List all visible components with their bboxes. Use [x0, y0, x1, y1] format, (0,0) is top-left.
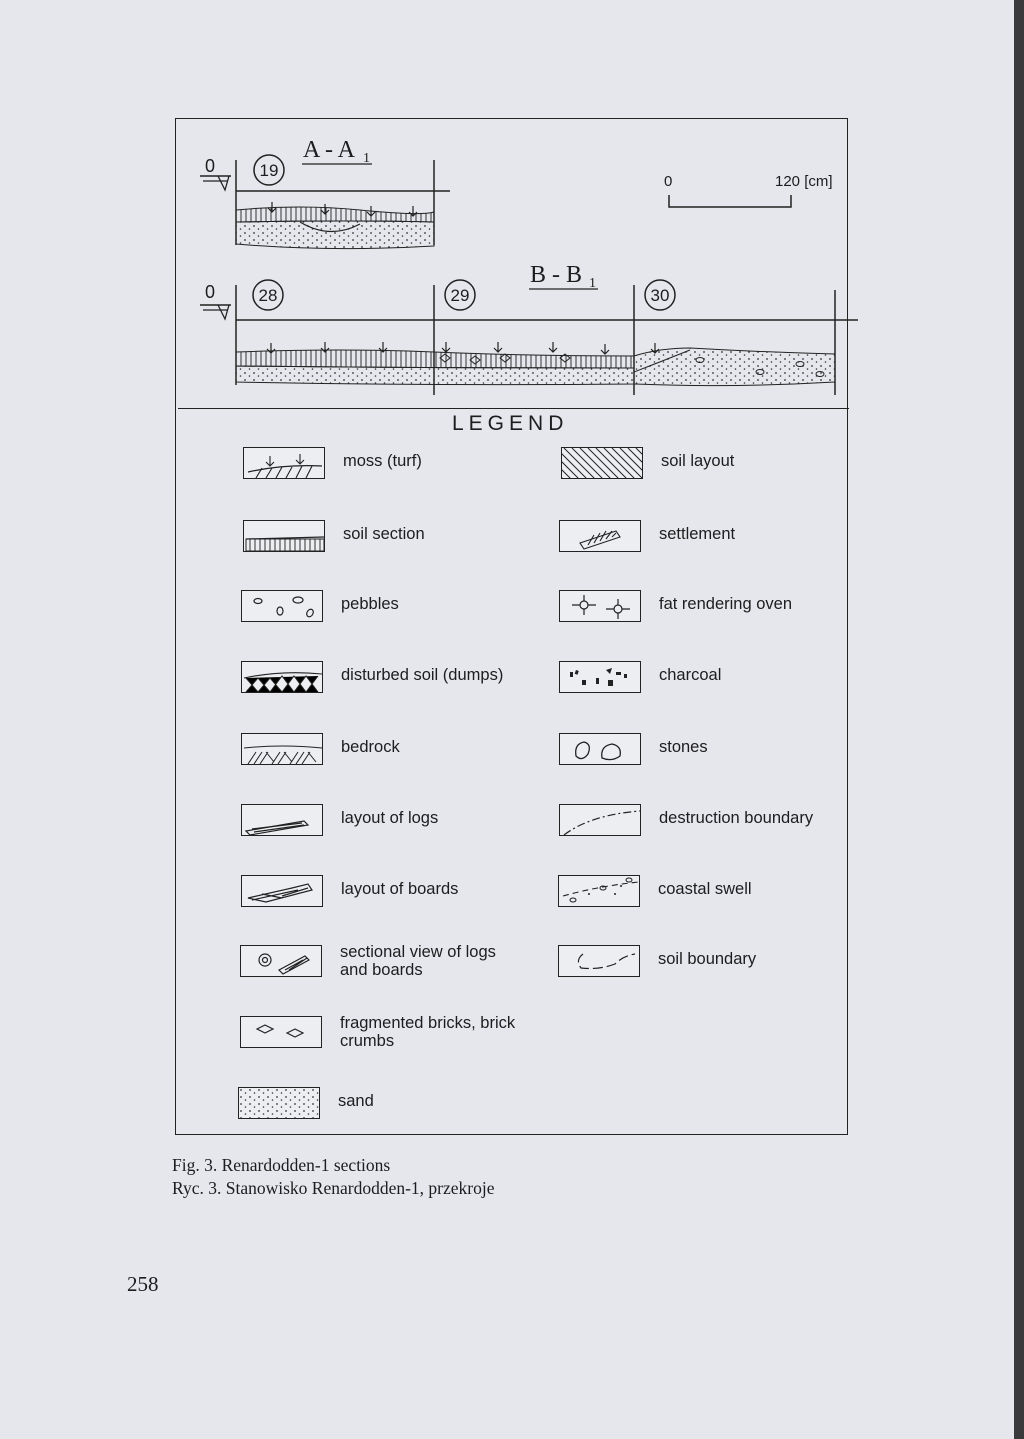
- destruction-swatch: [559, 804, 641, 836]
- soil-boundary-swatch: [558, 945, 640, 977]
- bb-point-28: 28: [258, 286, 278, 305]
- destruction-label: destruction boundary: [659, 809, 814, 827]
- bb-level-label: 0: [205, 282, 216, 302]
- sand-swatch: [238, 1087, 320, 1119]
- moss-label: moss (turf): [343, 452, 422, 470]
- scale-bar: [664, 173, 833, 207]
- page-number: 258: [127, 1272, 159, 1296]
- boards-swatch: [241, 875, 323, 907]
- stones-label: stones: [659, 738, 708, 756]
- bb-title: B - B: [530, 262, 583, 288]
- scale-end: 120 [cm]: [775, 173, 833, 190]
- bedrock-label: bedrock: [341, 738, 400, 756]
- stones-swatch: [559, 733, 641, 765]
- scale-start: 0: [664, 173, 673, 190]
- fat-oven-label: fat rendering oven: [659, 595, 793, 613]
- fat-oven-swatch: [559, 590, 641, 622]
- disturbed-soil-swatch: [241, 661, 323, 693]
- coastal-label: coastal swell: [658, 880, 752, 898]
- aa-title: A - A: [303, 137, 356, 163]
- soil-layout-label: soil layout: [661, 452, 735, 470]
- moss-swatch: [243, 447, 325, 479]
- bricks-label: fragmented bricks, brick crumbs: [340, 1014, 516, 1050]
- caption-en: Fig. 3. Renardodden-1 sections: [172, 1155, 391, 1175]
- caption-pl: Ryc. 3. Stanowisko Renardodden-1, przekroje: [172, 1178, 495, 1198]
- bricks-swatch: [240, 1016, 322, 1048]
- logs-label: layout of logs: [341, 809, 439, 827]
- sand-label: sand: [338, 1092, 374, 1110]
- charcoal-label: charcoal: [659, 666, 722, 684]
- pebbles-label: pebbles: [341, 595, 399, 613]
- aa-title-sub: 1: [363, 151, 370, 166]
- soil-boundary-label: soil boundary: [658, 950, 757, 968]
- coastal-swatch: [558, 875, 640, 907]
- section-aa: [200, 137, 450, 249]
- charcoal-swatch: [559, 661, 641, 693]
- bedrock-swatch: [241, 733, 323, 765]
- sectional-swatch: [240, 945, 322, 977]
- disturbed-soil-label: disturbed soil (dumps): [341, 666, 504, 684]
- pebbles-swatch: [241, 590, 323, 622]
- settlement-label: settlement: [659, 525, 736, 543]
- soil-layout-swatch: [561, 447, 643, 479]
- aa-point-19: 19: [259, 161, 279, 180]
- bb-title-sub: 1: [589, 276, 596, 291]
- legend-title: LEGEND: [452, 412, 569, 435]
- sections-drawing: [0, 0, 1024, 420]
- section-bb: [200, 262, 858, 395]
- soil-section-swatch: [243, 520, 325, 552]
- logs-swatch: [241, 804, 323, 836]
- bb-point-30: 30: [650, 286, 670, 305]
- bb-point-29: 29: [450, 286, 470, 305]
- settlement-swatch: [559, 520, 641, 552]
- aa-level-label: 0: [205, 156, 216, 176]
- boards-label: layout of boards: [341, 880, 459, 898]
- sectional-label: sectional view of logs and boards: [340, 943, 496, 979]
- soil-section-label: soil section: [343, 525, 425, 543]
